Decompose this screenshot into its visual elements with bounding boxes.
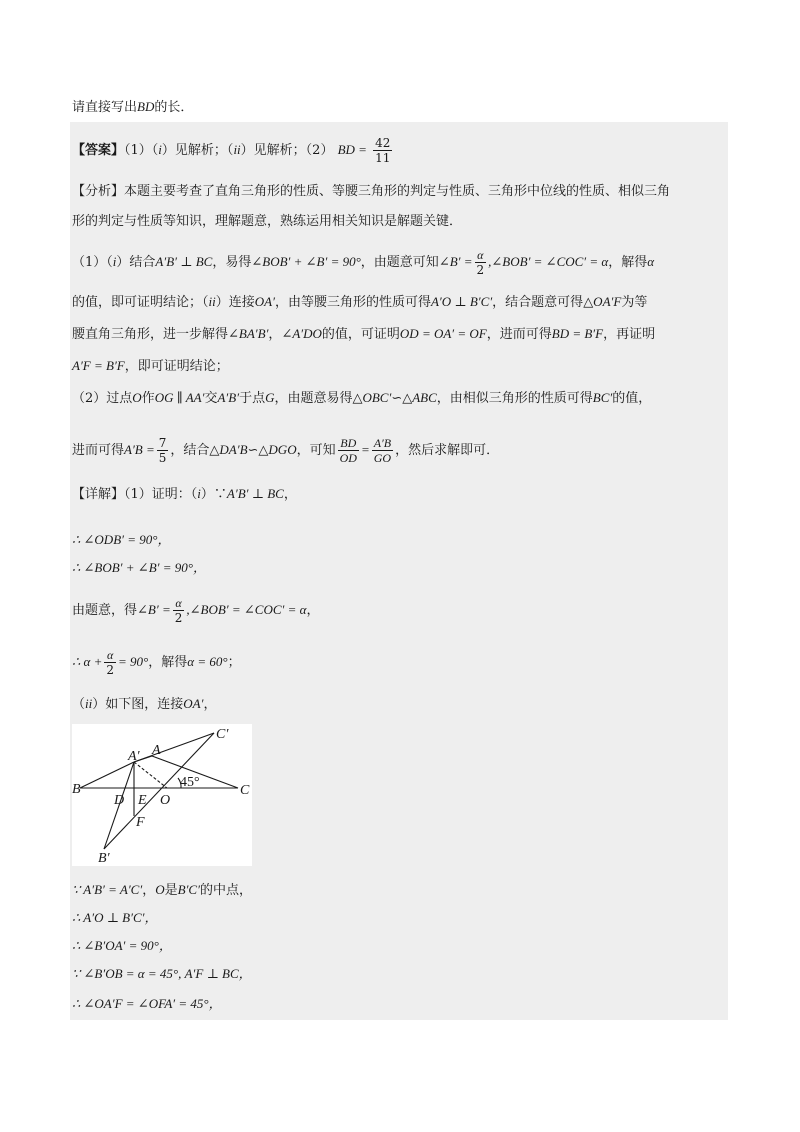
detail-line-11: ∴ ∠OA′F = ∠OFA′ = 45°， bbox=[72, 996, 222, 1011]
label-d: D bbox=[114, 793, 125, 808]
analysis-line-8: 进而可得A′B = $\frac{7}{5}$ ，结合△DA′B∽△DGO，可知 $\frac{BD}{OD}$ = $\frac{A'B}{GO}$ ，然后求解即可． bbox=[72, 436, 500, 465]
label-c-prime: C′ bbox=[216, 727, 229, 742]
label-e: E bbox=[138, 793, 147, 808]
frac-7-5: $\frac{7}{5}$ bbox=[158, 436, 167, 465]
detail-line-10: ∵ ∠B′OB = α = 45°, A′F ⊥ BC， bbox=[72, 966, 252, 981]
detail-line-3: ∴ ∠BOB′ + ∠B′ = 90°， bbox=[72, 560, 206, 575]
frac-bd-od: $\frac{BD}{OD}$ bbox=[339, 436, 357, 465]
label-b: B bbox=[72, 782, 81, 797]
analysis-line-2: 形的判定与性质等知识，理解题意，熟练运用相关知识是解题关键． bbox=[72, 214, 463, 229]
geometry-diagram bbox=[72, 724, 252, 866]
answer-line: 【答案】（1）（i）见解析；（ii）见解析；（2） BD = $\frac{42}{11}$ bbox=[72, 136, 391, 165]
analysis-line-7: （2）过点O作OG ∥ AA′交A′B′于点G，由题意易得△OBC′∽△ABC，由相似三角形的性质可得BC′的值， bbox=[72, 390, 652, 406]
analysis-line-1: 【分析】本题主要考查了直角三角形的性质、等腰三角形的判定与性质、三角形中位线的性质、相似三角 bbox=[72, 184, 671, 199]
frac-ab-go: $\frac{A'B}{GO}$ bbox=[373, 436, 392, 465]
analysis-line-6: A′F = B′F，即可证明结论； bbox=[72, 358, 229, 374]
label-o: O bbox=[160, 793, 171, 808]
detail-line-9: ∴ ∠B′OA′ = 90°， bbox=[72, 938, 172, 953]
analysis-line-3: （1）（i）结合A′B′ ⊥ BC，易得∠BOB′ + ∠B′ = 90°，由题意可知∠B′ = $\frac{\alpha}{2}$ ,∠BOB′ = ∠COC′ = α，解得α bbox=[72, 248, 655, 277]
label-f: F bbox=[136, 815, 145, 830]
line-oa-dashed bbox=[134, 762, 167, 788]
answer-fraction: $\frac{42}{11}$ bbox=[375, 136, 391, 165]
analysis-line-5: 腰直角三角形，进一步解得∠BA′B′，∠A′DO的值，可证明OD = OA′ = OF，进而可得BD = B′F，再证明 bbox=[72, 326, 656, 342]
label-b-prime: B′ bbox=[98, 851, 110, 866]
frac-alpha-2: $\frac{\alpha}{2}$ bbox=[476, 248, 485, 277]
analysis-line-4: 的值，即可证明结论；（ii）连接OA′，由等腰三角形的性质可得A′O ⊥ B′C′，结合题意可得△OA′F为等 bbox=[72, 294, 648, 310]
label-c: C bbox=[240, 783, 250, 798]
detail-line-8: ∴ A′O ⊥ B′C′， bbox=[72, 910, 158, 925]
detail-line-6: （ii）如下图，连接OA′， bbox=[72, 696, 217, 712]
detail-line-7: ∵ A′B′ = A′C′，O是B′C′的中点， bbox=[72, 882, 252, 898]
label-a-prime: A′ bbox=[128, 749, 140, 764]
detail-line-2: ∴ ∠ODB′ = 90°， bbox=[72, 532, 171, 547]
answer-formula: BD = bbox=[337, 142, 367, 157]
label-angle-45: 45° bbox=[180, 775, 200, 790]
label-a: A bbox=[152, 743, 161, 758]
frac-alpha-2-b: $\frac{\alpha}{2}$ bbox=[174, 596, 183, 625]
geometry-figure bbox=[72, 724, 252, 866]
detail-line-5: ∴ α + $\frac{\alpha}{2}$ = 90°，解得α = 60°； bbox=[72, 648, 241, 677]
question-tail: 请直接写出BD的长． bbox=[72, 99, 194, 115]
frac-alpha-2-c: $\frac{\alpha}{2}$ bbox=[106, 648, 115, 677]
detail-line-4: 由题意，得∠B′ = $\frac{\alpha}{2}$ ,∠BOB′ = ∠COC′ = α， bbox=[72, 596, 320, 625]
detail-line-1: 【详解】（1）证明：（i）∵A′B′ ⊥ BC， bbox=[72, 486, 297, 502]
